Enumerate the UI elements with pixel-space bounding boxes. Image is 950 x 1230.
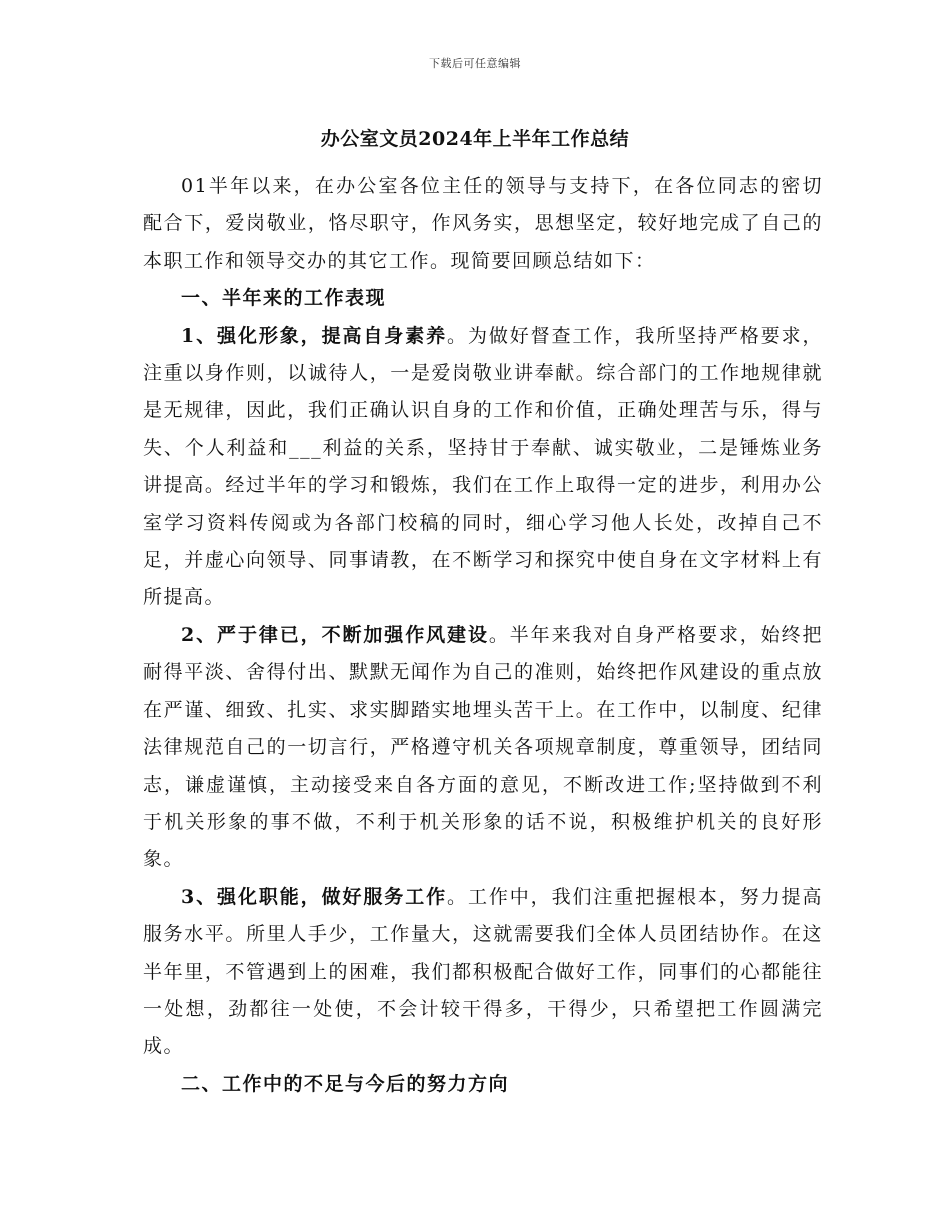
- header-note: 下载后可任意编辑: [429, 57, 521, 70]
- section-2-heading: 二、工作中的不足与今后的努力方向: [181, 1072, 510, 1095]
- item-3-body: 。工作中，我们注重把握根本，努力提高服务水平。所里人手少，工作量大，这就需要我们全体人员团结协作。在这半年里，不管遇到上的困难，我们都积极配合做好工作，同事们的心都能往一处想，劲都往一处使，不会计较干得多，干得少，只希望把工作圆满完成。: [143, 885, 823, 1058]
- item-1-lead: 1、强化形象，提高自身素养: [181, 324, 448, 347]
- section-1-item-1: [143, 318, 823, 617]
- document-title: 办公室文员2024年上半年工作总结: [320, 128, 630, 150]
- item-2-body: 。半年来我对自身严格要求，始终把耐得平淡、舍得付出、默默无闻作为自己的准则，始终把作风建设的重点放在严谨、细致、扎实、求实脚踏实地埋头苦干上。在工作中，以制度、纪律法律规范自己的一切言行，严格遵守机关各项规章制度，尊重领导，团结同志，谦虚谨慎，主动接受来自各方面的意见，不断改进工作;坚持做到不利于机关形象的事不做，不利于机关形象的话不说，积极维护机关的良好形象。: [143, 623, 823, 871]
- section-1-heading: 一、半年来的工作表现: [181, 287, 387, 310]
- section-1-item-2: [143, 617, 823, 879]
- document-body: [143, 168, 823, 1103]
- item-3-lead: 3、强化职能，做好服务工作: [181, 885, 448, 908]
- section-1-item-3: [143, 879, 823, 1066]
- item-1-body: 。为做好督查工作，我所坚持严格要求，注重以身作则，以诚待人，一是爱岗敬业讲奉献。综合部门的工作地规律就是无规律，因此，我们正确认识自身的工作和价值，正确处理苦与乐，得与失、个人利益和___利益的关系，坚持甘于奉献、诚实敬业，二是锤炼业务讲提高。经过半年的学习和锻炼，我们在工作上取得一定的进步，利用办公室学习资料传阅或为各部门校稿的同时，细心学习他人长处，改掉自己不足，并虚心向领导、同事请教，在不断学习和探究中使自身在文字材料上有所提高。: [143, 324, 823, 609]
- intro-paragraph: 01半年以来，在办公室各位主任的领导与支持下，在各位同志的密切配合下，爱岗敬业，恪尽职守，作风务实，思想坚定，较好地完成了自己的本职工作和领导交办的其它工作。现简要回顾总结如下：: [143, 175, 823, 272]
- item-2-lead: 2、严于律已，不断加强作风建设: [181, 623, 489, 646]
